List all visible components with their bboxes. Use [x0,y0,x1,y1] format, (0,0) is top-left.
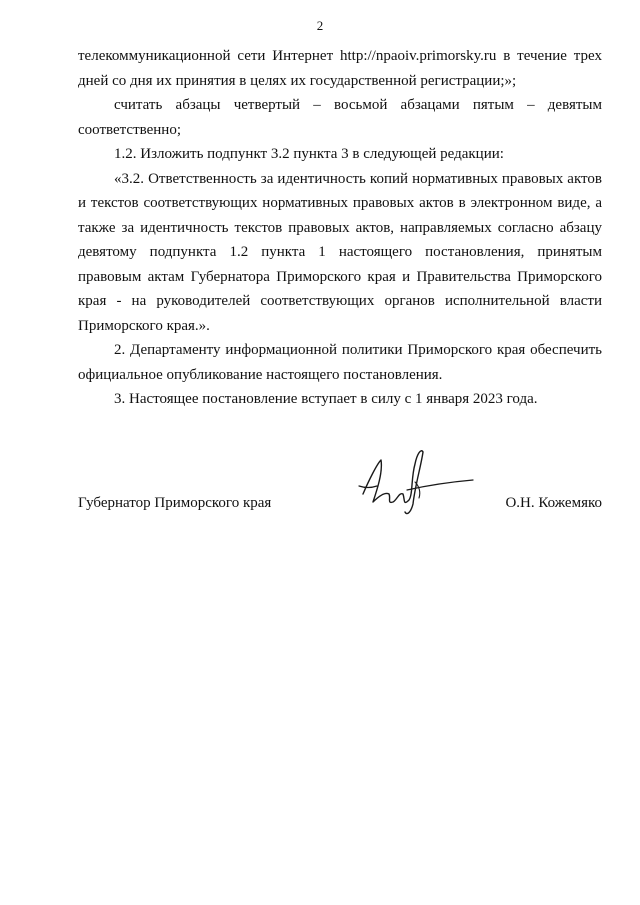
paragraph-department-publication: 2. Департаменту информационной политики Приморского края обеспечить официальное опубликование настоящего постановления. [78,342,602,383]
signature-block [78,495,602,519]
paragraph-effective-date: 3. Настоящее постановление вступает в силу с 1 января 2023 года. [114,391,538,407]
signatory-name: О.Н. Кожемяко [505,495,602,511]
paragraph-responsibility-clause: «3.2. Ответственность за идентичность копий нормативных правовых актов и текстов соответствующих нормативных правовых актов в электронном виде, а также за идентичность текстов правовых актов, направляемых согласно абзацу девятому подпункта 1.2 пункта 1 настоящего постановления, принятым правовым актам Губернатора Приморского края и Правительства Приморского края - на руководителей соответствующих органов исполнительной власти Приморского края.». [78,170,602,334]
paragraph-internet-publication: телекоммуникационной сети Интернет http://npaoiv.primorsky.ru в течение трех дней со дня их принятия в целях их государственной регистрации;»; [78,48,602,89]
paragraph-renumber-clauses: считать абзацы четвертый – восьмой абзацами пятым – девятым соответственно; [78,97,602,138]
document-body [78,44,602,412]
signatory-title: Губернатор Приморского края [78,495,272,511]
page-number: 2 [316,18,324,33]
paragraph-amend-subclause: 1.2. Изложить подпункт 3.2 пункта 3 в следующей редакции: [114,146,504,162]
